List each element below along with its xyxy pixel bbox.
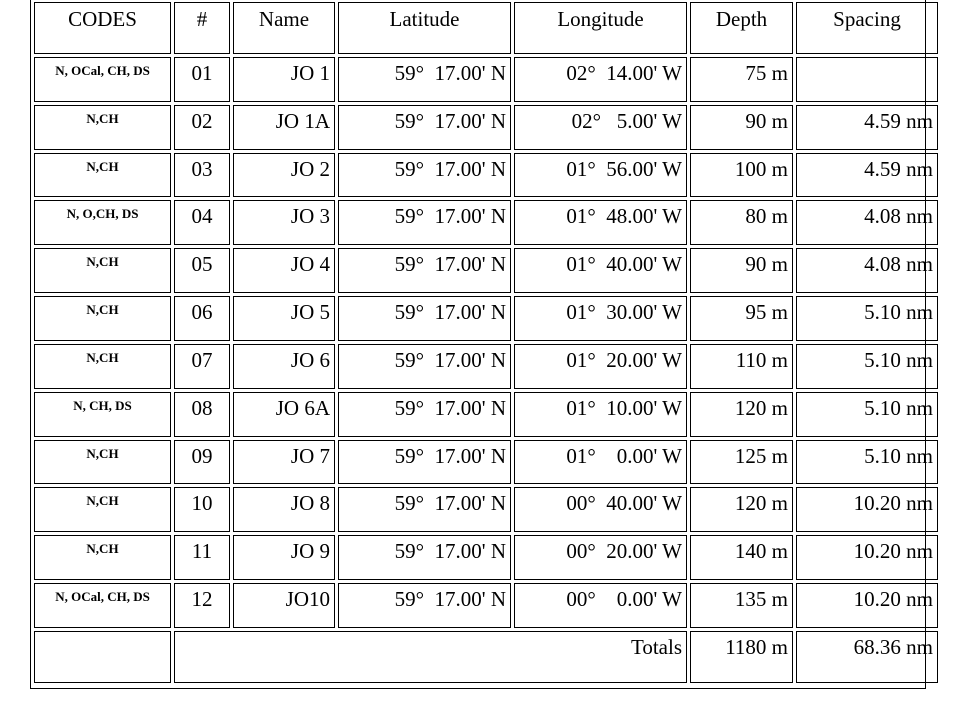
longitude-cell: 01° 30.00' W	[514, 296, 687, 341]
longitude-cell: 02° 14.00' W	[514, 57, 687, 102]
number-cell: 01	[174, 57, 230, 102]
number-cell: 06	[174, 296, 230, 341]
spacing-cell	[796, 57, 938, 102]
number-cell: 04	[174, 200, 230, 245]
latitude-cell: 59° 17.00' N	[338, 392, 511, 437]
spacing-cell: 4.08 nm	[796, 248, 938, 293]
table-row	[34, 200, 938, 245]
longitude-cell: 01° 56.00' W	[514, 153, 687, 198]
codes-cell: N,CH	[34, 105, 171, 150]
number-cell: 07	[174, 344, 230, 389]
table-row	[34, 344, 938, 389]
header-spacing: Spacing	[796, 2, 938, 54]
spacing-cell: 5.10 nm	[796, 344, 938, 389]
latitude-cell: 59° 17.00' N	[338, 296, 511, 341]
name-cell: JO 1A	[233, 105, 335, 150]
depth-cell: 100 m	[690, 153, 793, 198]
codes-cell: N,CH	[34, 153, 171, 198]
header-latitude: Latitude	[338, 2, 511, 54]
longitude-cell: 01° 10.00' W	[514, 392, 687, 437]
latitude-cell: 59° 17.00' N	[338, 535, 511, 580]
name-cell: JO 7	[233, 440, 335, 485]
depth-cell: 120 m	[690, 487, 793, 532]
name-cell: JO10	[233, 583, 335, 628]
longitude-cell: 00° 20.00' W	[514, 535, 687, 580]
name-cell: JO 6	[233, 344, 335, 389]
depth-cell: 80 m	[690, 200, 793, 245]
longitude-cell: 00° 0.00' W	[514, 583, 687, 628]
codes-cell: N, OCal, CH, DS	[34, 583, 171, 628]
depth-cell: 90 m	[690, 248, 793, 293]
depth-cell: 125 m	[690, 440, 793, 485]
depth-cell: 135 m	[690, 583, 793, 628]
table-row	[34, 57, 938, 102]
depth-cell: 75 m	[690, 57, 793, 102]
name-cell: JO 4	[233, 248, 335, 293]
depth-cell: 95 m	[690, 296, 793, 341]
longitude-cell: 01° 0.00' W	[514, 440, 687, 485]
number-cell: 05	[174, 248, 230, 293]
longitude-cell: 01° 20.00' W	[514, 344, 687, 389]
codes-cell: N,CH	[34, 440, 171, 485]
spacing-cell: 10.20 nm	[796, 535, 938, 580]
latitude-cell: 59° 17.00' N	[338, 105, 511, 150]
totals-label: Totals	[174, 631, 687, 683]
table-row	[34, 296, 938, 341]
latitude-cell: 59° 17.00' N	[338, 344, 511, 389]
name-cell: JO 2	[233, 153, 335, 198]
longitude-cell: 02° 5.00' W	[514, 105, 687, 150]
station-table-frame	[30, 0, 933, 689]
name-cell: JO 6A	[233, 392, 335, 437]
latitude-cell: 59° 17.00' N	[338, 583, 511, 628]
table-row	[34, 153, 938, 198]
latitude-cell: 59° 17.00' N	[338, 248, 511, 293]
number-cell: 02	[174, 105, 230, 150]
totals-row	[34, 631, 938, 683]
spacing-cell: 5.10 nm	[796, 296, 938, 341]
name-cell: JO 1	[233, 57, 335, 102]
codes-cell: N,CH	[34, 535, 171, 580]
codes-cell: N, CH, DS	[34, 392, 171, 437]
table-row	[34, 583, 938, 628]
spacing-cell: 10.20 nm	[796, 487, 938, 532]
number-cell: 08	[174, 392, 230, 437]
depth-cell: 90 m	[690, 105, 793, 150]
spacing-cell: 10.20 nm	[796, 583, 938, 628]
table-row	[34, 535, 938, 580]
number-cell: 03	[174, 153, 230, 198]
latitude-cell: 59° 17.00' N	[338, 487, 511, 532]
name-cell: JO 8	[233, 487, 335, 532]
header-codes: CODES	[34, 2, 171, 54]
totals-depth: 1180 m	[690, 631, 793, 683]
codes-cell: N, O,CH, DS	[34, 200, 171, 245]
latitude-cell: 59° 17.00' N	[338, 440, 511, 485]
codes-cell: N,CH	[34, 344, 171, 389]
latitude-cell: 59° 17.00' N	[338, 57, 511, 102]
name-cell: JO 3	[233, 200, 335, 245]
latitude-cell: 59° 17.00' N	[338, 153, 511, 198]
table-row	[34, 105, 938, 150]
table-row	[34, 392, 938, 437]
depth-cell: 140 m	[690, 535, 793, 580]
longitude-cell: 00° 40.00' W	[514, 487, 687, 532]
codes-cell: N,CH	[34, 248, 171, 293]
codes-cell: N, OCal, CH, DS	[34, 57, 171, 102]
spacing-cell: 4.59 nm	[796, 105, 938, 150]
number-cell: 12	[174, 583, 230, 628]
number-cell: 10	[174, 487, 230, 532]
station-table	[31, 0, 941, 686]
depth-cell: 120 m	[690, 392, 793, 437]
depth-cell: 110 m	[690, 344, 793, 389]
header-row	[34, 2, 938, 54]
number-cell: 09	[174, 440, 230, 485]
header-number: #	[174, 2, 230, 54]
totals-empty-cell	[34, 631, 171, 683]
spacing-cell: 4.08 nm	[796, 200, 938, 245]
header-depth: Depth	[690, 2, 793, 54]
table-row	[34, 440, 938, 485]
totals-spacing: 68.36 nm	[796, 631, 938, 683]
longitude-cell: 01° 40.00' W	[514, 248, 687, 293]
longitude-cell: 01° 48.00' W	[514, 200, 687, 245]
spacing-cell: 4.59 nm	[796, 153, 938, 198]
header-name: Name	[233, 2, 335, 54]
number-cell: 11	[174, 535, 230, 580]
table-row	[34, 248, 938, 293]
header-longitude: Longitude	[514, 2, 687, 54]
table-row	[34, 487, 938, 532]
name-cell: JO 5	[233, 296, 335, 341]
spacing-cell: 5.10 nm	[796, 392, 938, 437]
latitude-cell: 59° 17.00' N	[338, 200, 511, 245]
codes-cell: N,CH	[34, 487, 171, 532]
codes-cell: N,CH	[34, 296, 171, 341]
name-cell: JO 9	[233, 535, 335, 580]
spacing-cell: 5.10 nm	[796, 440, 938, 485]
